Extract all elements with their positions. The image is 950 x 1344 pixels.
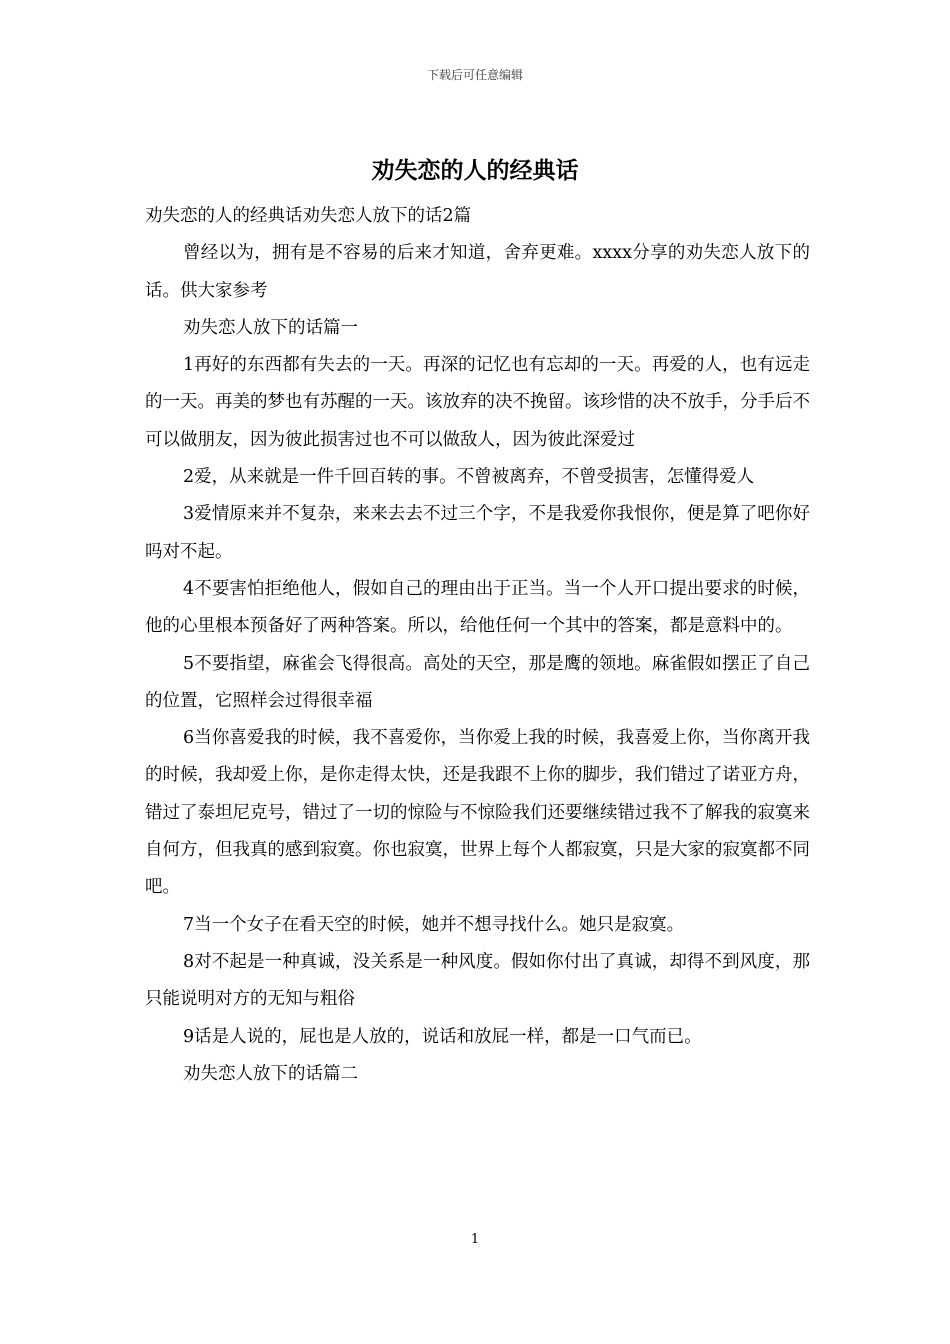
section-heading-two: 劝失恋人放下的话篇二 — [183, 1063, 358, 1084]
quote-paragraph-9: 9话是人说的，屁也是人放的，说话和放屁一样，都是一口气而已。 — [183, 1026, 702, 1047]
quote-paragraph-3: 3爱情原来并不复杂，来来去去不过三个字，不是我爱你我恨你，便是算了吧你好吗对不起。 — [145, 504, 810, 562]
quote-paragraph-6: 6当你喜爱我的时候，我不喜爱你，当你爱上我的时候，我喜爱上你，当你离开我的时候，我却爱上你，是你走得太快，还是我跟不上你的脚步，我们错过了诺亚方舟，错过了泰坦尼克号，错过了一切的惊险与不惊险我们还要继续错过我不了解我的寂寞来自何方，但我真的感到寂寞。你也寂寞，世界上每个人都寂寞，只是大家的寂寞都不同吧。 — [145, 728, 810, 898]
document-body — [145, 198, 810, 1093]
quote-paragraph-2: 2爱，从来就是一件千回百转的事。不曾被离弃，不曾受损害，怎懂得爱人 — [183, 467, 755, 488]
page-header: 下载后可任意编辑 — [426, 68, 523, 82]
document-title: 劝失恋的人的经典话 — [371, 158, 579, 184]
quote-paragraph-4: 4不要害怕拒绝他人，假如自己的理由出于正当。当一个人开口提出要求的时候，他的心里根本预备好了两种答案。所以，给他任何一个其中的答案，都是意料中的。 — [145, 578, 810, 637]
page-number: 1 — [470, 1232, 480, 1247]
intro-paragraph: 曾经以为，拥有是不容易的后来才知道，舍弃更难。xxxx分享的劝失恋人放下的话。供大家参考 — [145, 243, 810, 301]
subtitle-paragraph: 劝失恋的人的经典话劝失恋人放下的话2篇 — [145, 206, 472, 226]
quote-paragraph-7: 7当一个女子在看天空的时候，她并不想寻找什么。她只是寂寞。 — [183, 914, 685, 935]
section-heading-one: 劝失恋人放下的话篇一 — [183, 317, 358, 338]
quote-paragraph-1: 1再好的东西都有失去的一天。再深的记忆也有忘却的一天。再爱的人，也有远走的一天。再美的梦也有苏醒的一天。该放弃的决不挽留。该珍惜的决不放手，分手后不可以做朋友，因为彼此损害过也不可以做敌人，因为彼此深爱过 — [145, 355, 810, 450]
quote-paragraph-5: 5不要指望，麻雀会飞得很高。高处的天空，那是鹰的领地。麻雀假如摆正了自己的位置，它照样会过得很幸福 — [145, 653, 810, 711]
quote-paragraph-8: 8对不起是一种真诚，没关系是一种风度。假如你付出了真诚，却得不到风度，那只能说明对方的无知与粗俗 — [145, 951, 810, 1010]
